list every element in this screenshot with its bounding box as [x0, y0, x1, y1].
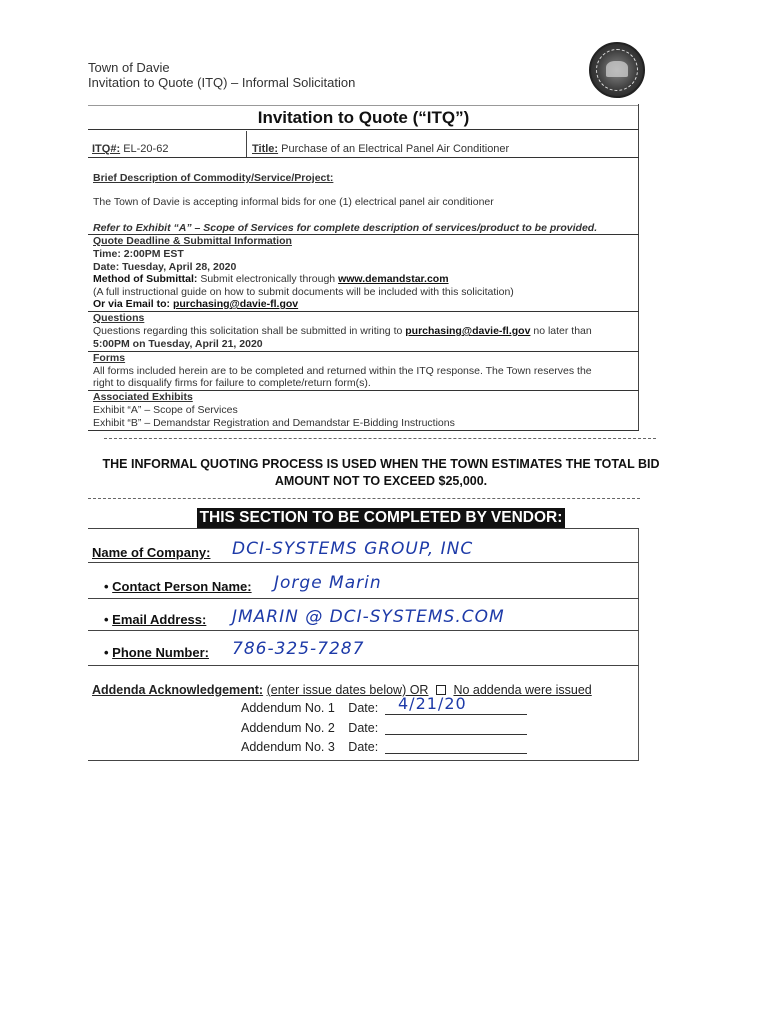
deadline-time: Time: 2:00PM EST — [93, 248, 184, 260]
addenda-acknowledgement: Addenda Acknowledgement: (enter issue dates below) OR No addenda were issued — [92, 683, 592, 697]
addendum-2-date-field[interactable] — [385, 718, 527, 735]
exhibit-a: Exhibit “A” – Scope of Services — [93, 404, 238, 416]
divider — [88, 430, 639, 431]
addendum-1-date-value: 4/21/20 — [398, 694, 467, 713]
exhibit-b: Exhibit “B” – Demandstar Registration and Demandstar E-Bidding Instructions — [93, 417, 455, 429]
forms-text: All forms included herein are to be completed and returned within the ITQ response. The Town reserves the — [93, 365, 592, 377]
forms-heading: Forms — [93, 352, 126, 364]
notice-line: AMOUNT NOT TO EXCEED $25,000. — [274, 474, 488, 488]
divider — [88, 760, 639, 761]
divider — [88, 528, 639, 529]
deadline-heading: Quote Deadline & Submittal Information — [93, 235, 292, 247]
questions-deadline: 5:00PM on Tuesday, April 21, 2020 — [93, 338, 263, 350]
brief-heading: Brief Description of Commodity/Service/Project: — [93, 172, 334, 184]
dashed-separator — [104, 438, 656, 439]
guide-text: (A full instructional guide on how to submit documents will be included with this solicitation) — [93, 286, 514, 298]
questions-text: Questions regarding this solicitation shall be submitted in writing to purchasing@davie-fl.gov no later than — [93, 325, 592, 337]
form-title: Invitation to Quote (“ITQ”) — [257, 108, 470, 127]
vendor-section-banner: THIS SECTION TO BE COMPLETED BY VENDOR: — [197, 508, 565, 528]
company-name-field[interactable]: DCI-SYSTEMS GROUP, INC — [232, 539, 474, 559]
notice-line: THE INFORMAL QUOTING PROCESS IS USED WHEN THE TOWN ESTIMATES THE TOTAL BID — [102, 457, 660, 471]
itq-number: ITQ#: EL-20-62 — [92, 143, 169, 155]
divider — [88, 665, 639, 666]
dashed-separator — [88, 498, 640, 499]
questions-email-link[interactable]: purchasing@davie-fl.gov — [405, 325, 531, 337]
company-name-label: Name of Company: — [92, 545, 211, 560]
divider — [88, 630, 639, 631]
divider — [88, 598, 639, 599]
divider — [88, 351, 639, 352]
questions-heading: Questions — [93, 312, 145, 324]
deadline-date: Date: Tuesday, April 28, 2020 — [93, 261, 237, 273]
email-address-field[interactable]: JMARIN @ DCI-SYSTEMS.COM — [232, 607, 505, 627]
addendum-row: Addendum No. 3 Date: — [241, 740, 379, 754]
document-type: Invitation to Quote (ITQ) – Informal Solicitation — [88, 75, 356, 90]
addendum-row: Addendum No. 2 Date: — [241, 721, 379, 735]
itq-title: Title: Purchase of an Electrical Panel Air Conditioner — [252, 143, 510, 155]
divider — [88, 157, 639, 158]
submittal-method: Method of Submittal: Submit electronically through www.demandstar.com — [93, 273, 449, 285]
divider — [88, 562, 639, 563]
divider — [246, 131, 247, 157]
addendum-row: Addendum No. 1 Date: — [241, 701, 379, 715]
demandstar-link[interactable]: www.demandstar.com — [338, 273, 449, 285]
contact-name-field[interactable]: Jorge Marin — [274, 573, 382, 593]
refer-text: Refer to Exhibit “A” – Scope of Services for complete description of services/product to be provided. — [93, 222, 598, 234]
forms-text: right to disqualify firms for failure to complete/return form(s). — [93, 377, 371, 389]
divider — [88, 129, 639, 130]
phone-number-field[interactable]: 786-325-7287 — [232, 639, 365, 659]
org-name: Town of Davie — [88, 60, 170, 75]
contact-name-label: • Contact Person Name: — [104, 579, 252, 594]
email-address-label: • Email Address: — [104, 612, 207, 627]
phone-number-label: • Phone Number: — [104, 645, 209, 660]
purchasing-email-link[interactable]: purchasing@davie-fl.gov — [172, 298, 299, 310]
brief-text: The Town of Davie is accepting informal bids for one (1) electrical panel air conditioner — [93, 196, 494, 208]
addendum-3-date-field[interactable] — [385, 737, 527, 754]
town-seal-logo — [589, 42, 645, 98]
divider — [88, 311, 639, 312]
email-submittal: Or via Email to: purchasing@davie-fl.gov — [93, 298, 299, 310]
exhibits-heading: Associated Exhibits — [93, 391, 193, 403]
